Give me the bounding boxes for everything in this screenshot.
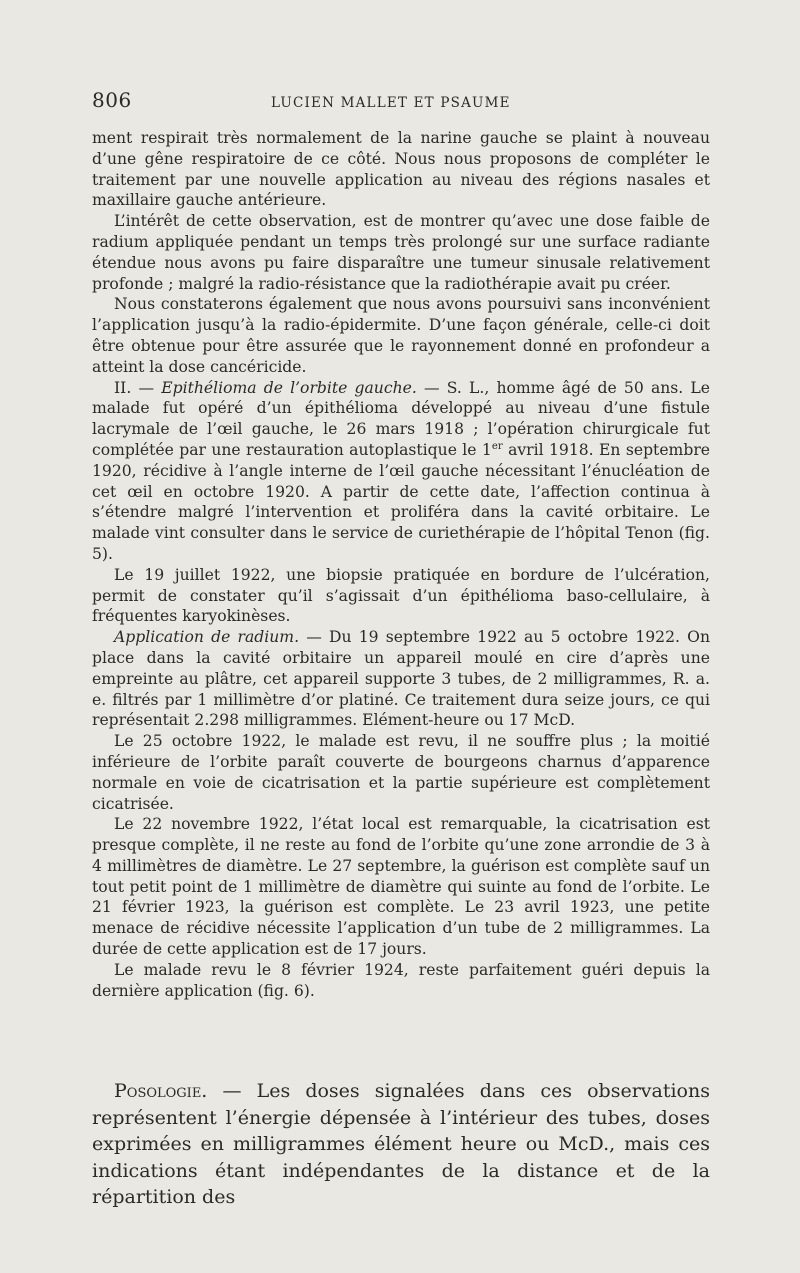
application-text: — Du 19 septembre 1922 au 5 octobre 1922. On place dans la cavité orbitaire un appareil moulé en cire d’après une empreinte au plâtre, cet appareil supporte 3 tubes, de 2 milligrammes, R. a. e. filtrés par 1 millimètre d’or platiné. Ce traitement dura seize jours, ce qui représentait 2.298 milligrammes. Elément-heure ou 17 McD. — [92, 628, 710, 730]
paragraph-continuation: ment respirait très normalement de la narine gauche se plaint à nouveau d’une gêne respiratoire de ce côté. Nous nous proposons de compléter le traitement par une nouvelle application au niveau des régions nasales et maxillaire gauche antérieure. — [92, 129, 710, 210]
case-2-title: Epithélioma de l’orbite gauche. — [161, 378, 417, 397]
paragraph-epidermite: Nous constaterons également que nous avons poursuivi sans inconvénient l’application jusqu’à la radio-épidermite. D’une façon générale, celle-ci doit être obtenue pour être assurée que le rayonnement donné en profondeur a atteint la dose cancéricide. — [92, 295, 710, 376]
case-2-superscript: er — [491, 440, 503, 452]
paragraph-followup-2: Le 22 novembre 1922, l’état local est remarquable, la cicatrisation est presque complète, il ne reste au fond de l’orbite qu’une zone arrondie de 3 à 4 millimètres de diamètre. Le 27 septembre, la guérison est complète sauf un tout petit point de 1 millimètre de diamètre qui suinte au fond de l’orbite. Le 21 février 1923, la guérison est complète. Le 23 avril 1923, une petite menace de récidive nécessite l’application d’un tube de 2 milligrammes. La durée de cette application est de 17 jours. — [92, 815, 710, 959]
application-title: Application de radium. — [114, 628, 300, 647]
paragraph-posology — [92, 1078, 710, 1211]
posology-text: — Les doses signalées dans ces observations représentent l’énergie dépensée à l’intérieur des tubes, doses exprimées en milligrammes élément heure ou McD., mais ces indications étant indépendantes de la distance et de la répartition des — [92, 1080, 710, 1208]
paragraph-followup-1: Le 25 octobre 1922, le malade est revu, il ne souffre plus ; la moitié inférieure de l’orbite paraît couverte de bourgeons charnus d’apparence normale en voie de cicatrisation et la partie supérieure est complètement cicatrisée. — [92, 732, 710, 813]
running-head: LUCIEN MALLET ET PSAUME — [270, 95, 511, 111]
paragraph-application — [92, 627, 710, 731]
posology-heading: Posologie. — [114, 1080, 208, 1102]
page-header — [92, 88, 710, 112]
paragraph-followup-3: Le malade revu le 8 février 1924, reste parfaitement guéri depuis la dernière application (fig. 6). — [92, 960, 710, 1000]
case-2-rest: avril 1918. En septembre 1920, récidive à l’angle interne de l’œil gauche nécessitant l’énucléation de cet œil en octobre 1920. A partir de cette date, l’affection continua à s’étendre malgré l’intervention et proliféra dans la cavité orbitaire. Le malade vint consulter dans le service de curiethérapie de l’hôpital Tenon (fig. 5). — [92, 440, 710, 563]
body-text — [92, 128, 710, 1001]
page-number: 806 — [92, 88, 132, 112]
paragraph-biopsy: Le 19 juillet 1922, une biopsie pratiquée en bordure de l’ulcération, permit de constater qu’il s’agissait d’un épithélioma baso-cellulaire, à fréquentes karyokinèses. — [92, 565, 710, 626]
case-2-numeral: II. — — [114, 378, 162, 397]
paragraph-case-2 — [92, 378, 710, 565]
case-2-lead: — S. L., homme âgé de 50 ans. Le malade fut opéré d’un épithélioma développé au niveau d’une fistule lacrymale de l’œil gauche, le 26 mars 1918 ; l’opération chirurgicale fut complétée par une restauration autoplastique le 1 — [92, 378, 710, 459]
posology-section — [92, 1078, 710, 1211]
paragraph-interest: L’intérêt de cette observation, est de montrer qu’avec une dose faible de radium appliquée pendant un temps très prolongé sur une surface radiante étendue nous avons pu faire disparaître une tumeur sinusale relativement profonde ; malgré la radio-résistance que la radiothérapie avait pu créer. — [92, 212, 710, 293]
